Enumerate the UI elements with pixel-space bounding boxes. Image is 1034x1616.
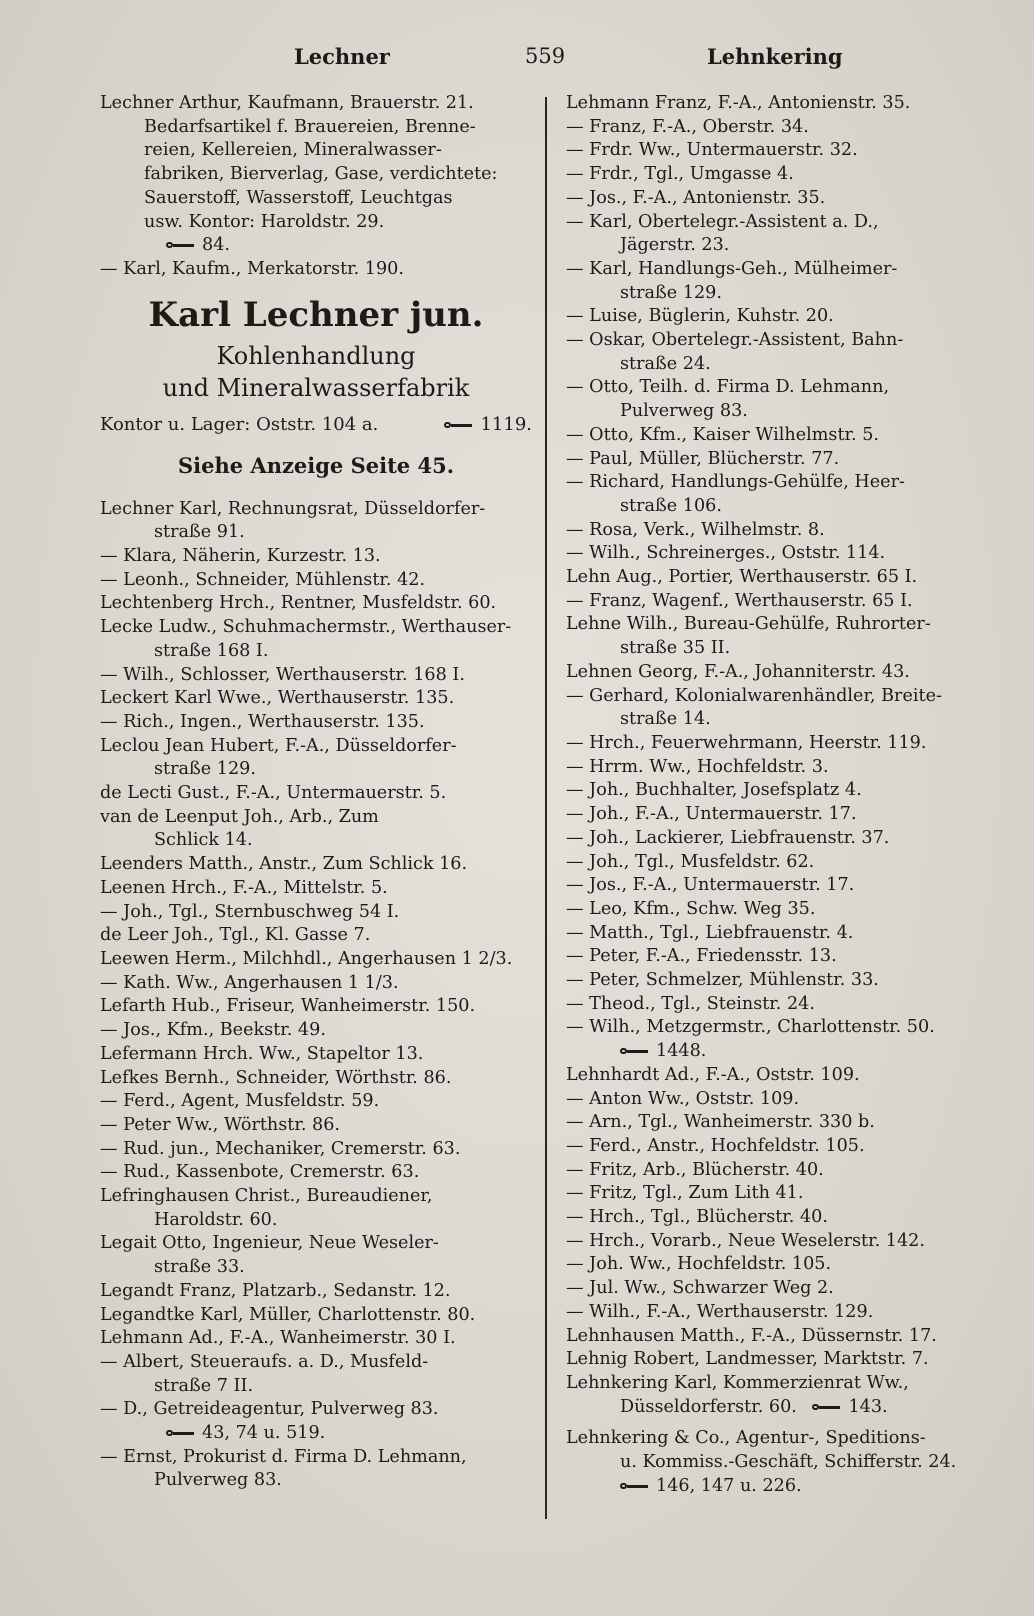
directory-entry: Lefermann Hrch. Ww., Stapeltor 13. [100,1043,424,1064]
directory-entry: — Wilh., Schlosser, Werthauserstr. 168 I. [100,664,465,685]
directory-entry: — D., Getreideagentur, Pulverweg 83. [100,1399,439,1420]
phone-number: 143. [848,1396,888,1417]
directory-entry: Pulverweg 83. [154,1470,282,1491]
directory-entry: — Ferd., Agent, Musfeldstr. 59. [100,1091,380,1112]
entry-text: Düsseldorferstr. 60. [620,1396,797,1417]
directory-entry: — Kath. Ww., Angerhausen 1 1/3. [100,972,399,993]
header-left-keyword: Lechner [294,44,390,69]
ad-phone-number: 1119. [480,413,532,435]
directory-entry: Lehmann Ad., F.-A., Wanheimerstr. 30 I. [100,1328,456,1349]
directory-entry: Legandtke Karl, Müller, Charlottenstr. 80. [100,1304,476,1325]
phone-number: 146, 147 u. 226. [656,1475,802,1496]
ad-subtitle: Kohlenhandlung [216,341,416,370]
ad-title: Karl Lechner jun. [148,294,484,335]
directory-entry: Lehne Wilh., Bureau-Gehülfe, Ruhrorter- [566,614,931,635]
directory-entry: — Joh., Buchhalter, Josefsplatz 4. [566,780,862,801]
phone-number: 43, 74 u. 519. [202,1423,326,1444]
directory-entry: — Joh., Lackierer, Liebfrauenstr. 37. [566,827,890,848]
directory-entry: Leenders Matth., Anstr., Zum Schlick 16. [100,854,468,875]
directory-entry: — Hrrm. Ww., Hochfeldstr. 3. [566,756,829,777]
directory-entry: — Leonh., Schneider, Mühlenstr. 42. [100,569,426,590]
page-number: 559 [525,44,566,68]
right-column [566,92,996,1498]
directory-entry: — Joh., F.-A., Untermauerstr. 17. [566,804,857,825]
directory-entry: — Rud. jun., Mechaniker, Cremerstr. 63. [100,1138,461,1159]
directory-entry: Schlick 14. [154,830,253,851]
directory-entry: usw. Kontor: Haroldstr. 29. [144,211,385,232]
ad-subtitle: und Mineralwasserfabrik [162,373,470,402]
page-header [0,44,1034,80]
directory-entry: — Oskar, Obertelegr.-Assistent, Bahn- [566,330,904,351]
directory-entry: straße 7 II. [154,1375,254,1396]
directory-entry: — Leo, Kfm., Schw. Weg 35. [566,898,816,919]
directory-entry: Lefarth Hub., Friseur, Wanheimerstr. 150. [100,996,476,1017]
directory-entry: — Klara, Näherin, Kurzestr. 13. [100,546,381,567]
directory-entry: Bedarfsartikel f. Brauereien, Brenne- [144,116,476,137]
directory-entry: — Peter, F.-A., Friedensstr. 13. [566,946,837,967]
directory-entry: Lehnkering Karl, Kommerzienrat Ww., [566,1372,909,1393]
directory-entry: — Ferd., Anstr., Hochfeldstr. 105. [566,1135,865,1156]
directory-entry: — Karl, Obertelegr.-Assistent a. D., [566,211,879,232]
directory-entry: Lehnen Georg, F.-A., Johanniterstr. 43. [566,661,910,682]
directory-entry: Legait Otto, Ingenieur, Neue Weseler- [100,1233,439,1254]
directory-entry: — Jos., F.-A., Untermauerstr. 17. [566,875,855,896]
directory-entry: — Albert, Steueraufs. a. D., Musfeld- [100,1351,429,1372]
directory-entry: Sauerstoff, Wasserstoff, Leuchtgas [144,187,453,208]
directory-entry: — Anton Ww., Oststr. 109. [566,1088,800,1109]
directory-entry: Lehmann Franz, F.-A., Antonienstr. 35. [566,93,911,113]
directory-entry: u. Kommiss.-Geschäft, Schifferstr. 24. [620,1452,957,1473]
left-entries-top [100,92,532,282]
phone-line [100,234,532,258]
directory-entry: — Karl, Kaufm., Merkatorstr. 190. [100,258,404,279]
directory-entry: — Arn., Tgl., Wanheimerstr. 330 b. [566,1112,875,1133]
phone-line [566,1040,996,1064]
column-divider [545,97,547,1519]
directory-entry: van de Leenput Joh., Arb., Zum [100,806,379,827]
directory-entry: — Hrch., Tgl., Blücherstr. 40. [566,1207,828,1228]
directory-entry: — Hrch., Feuerwehrmann, Heerstr. 119. [566,732,927,753]
directory-entry: — Richard, Handlungs-Gehülfe, Heer- [566,472,905,493]
directory-entry: Leewen Herm., Milchhdl., Angerhausen 1 2/3. [100,948,513,969]
directory-entry: — Rosa, Verk., Wilhelmstr. 8. [566,519,825,540]
telephone-icon [812,1402,842,1412]
ad-address-line [100,410,532,440]
directory-entry-with-phone [566,1396,996,1420]
directory-entry: — Hrch., Vorarb., Neue Weselerstr. 142. [566,1230,925,1251]
directory-entry: Lehnkering & Co., Agentur-, Speditions- [566,1428,926,1449]
directory-entry: Lechtenberg Hrch., Rentner, Musfeldstr. 60. [100,593,497,614]
directory-entry: — Franz, F.-A., Oberstr. 34. [566,116,809,137]
directory-entry: — Fritz, Arb., Blücherstr. 40. [566,1159,824,1180]
directory-entry: — Paul, Müller, Blücherstr. 77. [566,448,840,469]
directory-entry: — Karl, Handlungs-Geh., Mülheimer- [566,258,898,279]
directory-entry: — Jos., Kfm., Beekstr. 49. [100,1020,326,1041]
telephone-icon [444,420,474,430]
directory-entry: Lefringhausen Christ., Bureaudiener, [100,1186,433,1207]
phone-number: 1448. [656,1041,707,1062]
directory-entry: reien, Kellereien, Mineralwasser- [144,140,442,161]
header-right-keyword: Lehnkering [707,44,843,69]
directory-entry: Lehnig Robert, Landmesser, Marktstr. 7. [566,1349,929,1370]
directory-entry: Lefkes Bernh., Schneider, Wörthstr. 86. [100,1067,452,1088]
telephone-icon [166,240,196,250]
ad-phone [444,410,532,440]
ad-address: Kontor u. Lager: Oststr. 104 a. [100,413,379,435]
directory-entry: straße 129. [620,282,722,303]
directory-entry: — Rich., Ingen., Werthauserstr. 135. [100,711,425,732]
directory-entry: Leenen Hrch., F.-A., Mittelstr. 5. [100,877,388,898]
left-entries-main [100,498,532,1422]
phone-line [100,1422,532,1446]
directory-entry: straße 35 II. [620,638,731,659]
directory-entry: — Frdr., Tgl., Umgasse 4. [566,164,794,185]
directory-entry: — Wilh., Schreinerges., Oststr. 114. [566,543,886,564]
directory-entry: — Joh., Tgl., Musfeldstr. 62. [566,851,815,872]
directory-entry: — Otto, Kfm., Kaiser Wilhelmstr. 5. [566,424,879,445]
directory-entry: de Lecti Gust., F.-A., Untermauerstr. 5. [100,783,447,804]
directory-entry: Jägerstr. 23. [620,235,730,256]
directory-entry: — Fritz, Tgl., Zum Lith 41. [566,1183,804,1204]
advertisement-box [100,290,532,486]
directory-entry: — Jos., F.-A., Antonienstr. 35. [566,187,826,208]
right-entries-main [566,92,996,1040]
telephone-icon [620,1046,650,1056]
directory-entry: Leckert Karl Wwe., Werthauserstr. 135. [100,688,455,709]
telephone-icon [166,1428,196,1438]
directory-entry: fabriken, Bierverlag, Gase, verdichtete: [144,164,498,185]
directory-entry: — Luise, Büglerin, Kuhstr. 20. [566,306,834,327]
directory-entry: straße 106. [620,495,722,516]
directory-entry: Lehnhardt Ad., F.-A., Oststr. 109. [566,1064,860,1085]
directory-entry: straße 33. [154,1257,245,1278]
directory-entry: — Rud., Kassenbote, Cremerstr. 63. [100,1162,420,1183]
directory-entry: straße 24. [620,353,711,374]
phone-number: 84. [202,235,230,256]
ad-reference: Siehe Anzeige Seite 45. [177,452,455,478]
directory-entry: — Franz, Wagenf., Werthauserstr. 65 I. [566,590,913,611]
directory-entry: Lehn Aug., Portier, Werthauserstr. 65 I. [566,567,918,588]
directory-entry: — Ernst, Prokurist d. Firma D. Lehmann, [100,1446,467,1467]
directory-entry: — Theod., Tgl., Steinstr. 24. [566,993,815,1014]
telephone-icon [620,1481,650,1491]
directory-entry: — Joh. Ww., Hochfeldstr. 105. [566,1254,832,1275]
directory-entry: straße 14. [620,709,711,730]
left-column [100,92,532,1493]
directory-entry: — Otto, Teilh. d. Firma D. Lehmann, [566,377,890,398]
directory-entry: Lecke Ludw., Schuhmachermstr., Werthauser- [100,617,512,638]
directory-entry: — Wilh., F.-A., Werthauserstr. 129. [566,1301,874,1322]
directory-entry: — Joh., Tgl., Sternbuschweg 54 I. [100,901,400,922]
phone-line [566,1475,996,1499]
directory-entry: straße 91. [154,522,245,543]
directory-entry: — Gerhard, Kolonialwarenhändler, Breite- [566,685,942,706]
directory-entry: — Peter, Schmelzer, Mühlenstr. 33. [566,970,879,991]
directory-entry: Lehnhausen Matth., F.-A., Düssernstr. 17. [566,1325,937,1346]
directory-entry: Legandt Franz, Platzarb., Sedanstr. 12. [100,1280,451,1301]
directory-entry: — Frdr. Ww., Untermauerstr. 32. [566,140,858,161]
directory-entry: Haroldstr. 60. [154,1209,278,1230]
directory-entry: — Jul. Ww., Schwarzer Weg 2. [566,1278,834,1299]
right-entries-mid [566,1064,996,1396]
directory-entry: — Matth., Tgl., Liebfrauenstr. 4. [566,922,854,943]
directory-entry: — Wilh., Metzgermstr., Charlottenstr. 50. [566,1017,935,1038]
directory-entry: Leclou Jean Hubert, F.-A., Düsseldorfer- [100,735,457,756]
directory-entry: straße 168 I. [154,640,269,661]
directory-entry: Lechner Arthur, Kaufmann, Brauerstr. 21. [100,93,474,113]
directory-entry: Lechner Karl, Rechnungsrat, Düsseldorfer- [100,498,486,519]
directory-entry: Pulverweg 83. [620,401,748,422]
directory-entry: de Leer Joh., Tgl., Kl. Gasse 7. [100,925,371,946]
directory-entry: straße 129. [154,759,256,780]
directory-entry: — Peter Ww., Wörthstr. 86. [100,1114,340,1135]
